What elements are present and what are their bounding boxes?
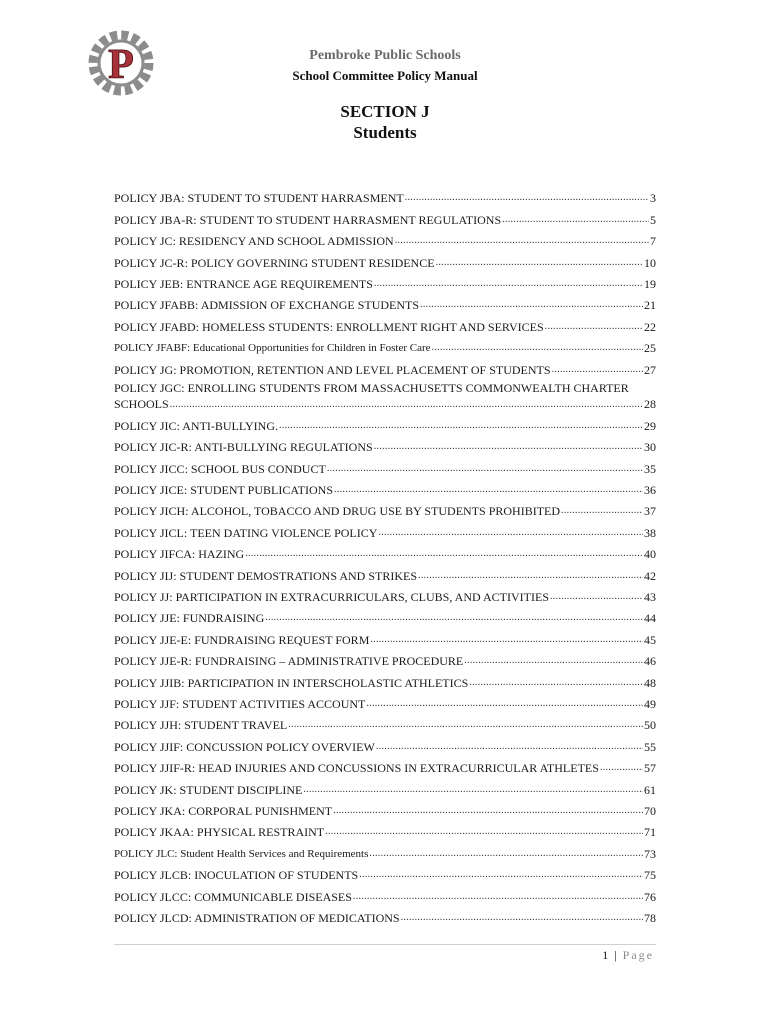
toc-leader-dots bbox=[464, 652, 643, 668]
toc-entry-label: POLICY JBA-R: STUDENT TO STUDENT HARRASMENT REGULATIONS bbox=[114, 212, 502, 227]
toc-entry-label: POLICY JC: RESIDENCY AND SCHOOL ADMISSION bbox=[114, 234, 394, 249]
toc-entry[interactable] bbox=[114, 668, 656, 689]
toc-entry-page: 46 bbox=[644, 654, 656, 669]
toc-entry-label: POLICY JIC-R: ANTI-BULLYING REGULATIONS bbox=[114, 440, 373, 455]
toc-leader-dots bbox=[395, 232, 649, 248]
toc-entry-page: 75 bbox=[644, 868, 656, 883]
toc-leader-dots bbox=[545, 318, 643, 334]
toc-leader-dots bbox=[327, 460, 643, 476]
toc-entry[interactable] bbox=[114, 248, 656, 269]
toc-entry[interactable] bbox=[114, 184, 656, 205]
toc-entry[interactable] bbox=[114, 775, 656, 796]
toc-entry-label: POLICY JJIB: PARTICIPATION IN INTERSCHOLASTIC ATHLETICS bbox=[114, 675, 469, 690]
toc-entry-page: 49 bbox=[644, 696, 656, 711]
toc-entry-page: 36 bbox=[644, 483, 656, 498]
toc-entry[interactable] bbox=[114, 291, 656, 312]
toc-entry-page: 10 bbox=[644, 255, 656, 270]
school-name: Pembroke Public Schools bbox=[309, 48, 461, 63]
toc-entry-page: 76 bbox=[644, 889, 656, 904]
page-separator: | bbox=[614, 948, 617, 962]
toc-entry-label: POLICY JFABF: Educational Opportunities for Children in Foster Care bbox=[114, 342, 431, 355]
toc-entry[interactable] bbox=[114, 647, 656, 668]
toc-entry-page: 35 bbox=[644, 461, 656, 476]
toc-entry-label: POLICY JICH: ALCOHOL, TOBACCO AND DRUG USE BY STUDENTS PROHIBITED bbox=[114, 504, 561, 519]
toc-entry-page: 27 bbox=[644, 362, 656, 377]
toc-entry-label: POLICY JC-R: POLICY GOVERNING STUDENT RESIDENCE bbox=[114, 255, 435, 270]
toc-entry-page: 40 bbox=[644, 547, 656, 562]
toc-entry-label: POLICY JFABD: HOMELESS STUDENTS: ENROLLMENT RIGHT AND SERVICES bbox=[114, 319, 544, 334]
toc-entry-page: 3 bbox=[650, 191, 656, 206]
toc-entry-label: POLICY JG: PROMOTION, RETENTION AND LEVEL PLACEMENT OF STUDENTS bbox=[114, 362, 551, 377]
toc-entry-page: 45 bbox=[644, 632, 656, 647]
toc-entry-label: POLICY JK: STUDENT DISCIPLINE bbox=[114, 782, 303, 797]
toc-entry-label: POLICY JJH: STUDENT TRAVEL bbox=[114, 718, 288, 733]
toc-entry[interactable] bbox=[114, 690, 656, 711]
toc-entry-page: 19 bbox=[644, 276, 656, 291]
toc-entry-label: POLICY JLCC: COMMUNICABLE DISEASES bbox=[114, 889, 352, 904]
toc-entry[interactable] bbox=[114, 377, 656, 412]
toc-entry[interactable] bbox=[114, 270, 656, 291]
toc-leader-dots bbox=[418, 567, 643, 583]
toc-entry[interactable] bbox=[114, 583, 656, 604]
toc-entry-page: 37 bbox=[644, 504, 656, 519]
toc-entry-page: 21 bbox=[644, 298, 656, 313]
toc-entry[interactable] bbox=[114, 476, 656, 497]
toc-entry-label: POLICY JICE: STUDENT PUBLICATIONS bbox=[114, 483, 334, 498]
toc-leader-dots bbox=[436, 254, 643, 270]
toc-entry-label: POLICY JJIF-R: HEAD INJURIES AND CONCUSSIONS IN EXTRACURRICULAR ATHLETES bbox=[114, 761, 599, 776]
toc-entry-label: POLICY JLC: Student Health Services and Requirements bbox=[114, 847, 369, 860]
toc-entry-page: 70 bbox=[644, 803, 656, 818]
toc-leader-dots bbox=[502, 211, 649, 227]
toc-entry-page: 22 bbox=[644, 319, 656, 334]
toc-entry-page: 42 bbox=[644, 568, 656, 583]
toc-entry-label: POLICY JEB: ENTRANCE AGE REQUIREMENTS bbox=[114, 276, 373, 291]
toc-entry-page: 57 bbox=[644, 761, 656, 776]
toc-entry[interactable] bbox=[114, 454, 656, 475]
toc-entry[interactable] bbox=[114, 334, 656, 355]
toc-leader-dots bbox=[369, 845, 643, 861]
toc-entry-label: POLICY JBA: STUDENT TO STUDENT HARRASMENT bbox=[114, 191, 404, 206]
toc-leader-dots bbox=[353, 888, 643, 904]
toc-entry[interactable] bbox=[114, 518, 656, 539]
toc-entry[interactable] bbox=[114, 839, 656, 860]
toc-entry-page: 25 bbox=[644, 341, 656, 356]
toc-entry-page: 50 bbox=[644, 718, 656, 733]
toc-entry-label: POLICY JGC: ENROLLING STUDENTS FROM MASSACHUSETTS COMMONWEALTH CHARTER bbox=[114, 380, 629, 395]
toc-entry-label: POLICY JJE-E: FUNDRAISING REQUEST FORM bbox=[114, 632, 370, 647]
section-title: SECTION J bbox=[340, 102, 430, 121]
page-number: 1 bbox=[602, 948, 609, 962]
toc-entry[interactable] bbox=[114, 861, 656, 882]
toc-entry[interactable] bbox=[114, 540, 656, 561]
toc-entry-label: POLICY JJE: FUNDRAISING bbox=[114, 611, 265, 626]
toc-leader-dots bbox=[366, 695, 643, 711]
toc-entry-label-continued: SCHOOLS bbox=[114, 396, 169, 411]
toc-entry-label: POLICY JIC: ANTI-BULLYING. bbox=[114, 418, 279, 433]
toc-entry-label: POLICY JKA: CORPORAL PUNISHMENT bbox=[114, 803, 333, 818]
toc-entry-label: POLICY JLCB: INOCULATION OF STUDENTS bbox=[114, 868, 359, 883]
toc-entry-label: POLICY JJIF: CONCUSSION POLICY OVERVIEW bbox=[114, 739, 375, 754]
toc-entry-page: 71 bbox=[644, 825, 656, 840]
toc-entry[interactable] bbox=[114, 561, 656, 582]
toc-entry[interactable] bbox=[114, 797, 656, 818]
toc-leader-dots bbox=[376, 738, 643, 754]
logo-letter: P bbox=[108, 42, 134, 88]
toc-entry-page: 48 bbox=[644, 675, 656, 690]
toc-entry-label: POLICY JJE-R: FUNDRAISING – ADMINISTRATIVE PROCEDURE bbox=[114, 654, 464, 669]
toc-entry-page: 73 bbox=[644, 846, 656, 861]
toc-entry-label: POLICY JICC: SCHOOL BUS CONDUCT bbox=[114, 461, 326, 476]
page-word: Page bbox=[622, 948, 654, 962]
footer-divider bbox=[114, 944, 656, 945]
toc-leader-dots bbox=[279, 417, 643, 433]
toc-entry-label: POLICY JJ: PARTICIPATION IN EXTRACURRICULARS, CLUBS, AND ACTIVITIES bbox=[114, 590, 549, 605]
toc-leader-dots bbox=[334, 481, 643, 497]
toc-entry-page: 7 bbox=[650, 234, 656, 249]
toc-entry-page: 55 bbox=[644, 739, 656, 754]
toc-entry[interactable] bbox=[114, 205, 656, 226]
toc-entry-page: 44 bbox=[644, 611, 656, 626]
toc-leader-dots bbox=[374, 438, 643, 454]
toc-leader-dots bbox=[170, 396, 643, 412]
toc-leader-dots bbox=[359, 866, 643, 882]
toc-leader-dots bbox=[600, 759, 643, 775]
toc-entry-label: POLICY JKAA: PHYSICAL RESTRAINT bbox=[114, 825, 325, 840]
toc-leader-dots bbox=[469, 674, 643, 690]
toc-entry-page: 5 bbox=[650, 212, 656, 227]
toc-entry[interactable] bbox=[114, 604, 656, 625]
toc-leader-dots bbox=[333, 802, 643, 818]
toc-entry-label: POLICY JJF: STUDENT ACTIVITIES ACCOUNT bbox=[114, 696, 366, 711]
toc-entry[interactable] bbox=[114, 732, 656, 753]
toc-entry[interactable] bbox=[114, 355, 656, 376]
table-of-contents bbox=[114, 184, 656, 925]
toc-leader-dots bbox=[288, 716, 643, 732]
toc-leader-dots bbox=[401, 909, 643, 925]
toc-entry[interactable] bbox=[114, 882, 656, 903]
toc-entry-page: 38 bbox=[644, 525, 656, 540]
toc-leader-dots bbox=[370, 631, 643, 647]
toc-entry[interactable] bbox=[114, 711, 656, 732]
toc-entry-label: POLICY JFABB: ADMISSION OF EXCHANGE STUDENTS bbox=[114, 298, 420, 313]
toc-entry-page: 78 bbox=[644, 910, 656, 925]
toc-entry[interactable] bbox=[114, 818, 656, 839]
toc-leader-dots bbox=[374, 275, 643, 291]
toc-leader-dots bbox=[432, 339, 643, 355]
toc-leader-dots bbox=[561, 502, 643, 518]
toc-leader-dots bbox=[552, 361, 643, 377]
toc-entry[interactable] bbox=[114, 433, 656, 454]
toc-leader-dots bbox=[245, 545, 643, 561]
toc-entry-label: POLICY JIFCA: HAZING bbox=[114, 547, 245, 562]
toc-entry-page: 30 bbox=[644, 440, 656, 455]
toc-leader-dots bbox=[265, 609, 643, 625]
toc-entry[interactable] bbox=[114, 227, 656, 248]
toc-leader-dots bbox=[420, 296, 643, 312]
toc-leader-dots bbox=[303, 781, 643, 797]
toc-leader-dots bbox=[405, 189, 649, 205]
toc-leader-dots bbox=[325, 823, 643, 839]
page-footer bbox=[602, 948, 654, 963]
toc-entry[interactable] bbox=[114, 412, 656, 433]
toc-leader-dots bbox=[378, 524, 643, 540]
toc-leader-dots bbox=[550, 588, 643, 604]
toc-entry-page: 28 bbox=[644, 396, 656, 411]
toc-entry[interactable] bbox=[114, 625, 656, 646]
manual-name: School Committee Policy Manual bbox=[292, 68, 478, 83]
toc-entry[interactable] bbox=[114, 497, 656, 518]
toc-entry-label: POLICY JLCD: ADMINISTRATION OF MEDICATIONS bbox=[114, 910, 400, 925]
toc-entry-page: 43 bbox=[644, 590, 656, 605]
toc-entry[interactable] bbox=[114, 904, 656, 925]
toc-entry-page: 29 bbox=[644, 418, 656, 433]
section-subtitle: Students bbox=[353, 123, 417, 142]
toc-entry[interactable] bbox=[114, 312, 656, 333]
toc-entry-page: 61 bbox=[644, 782, 656, 797]
toc-entry-label: POLICY JICL: TEEN DATING VIOLENCE POLICY bbox=[114, 525, 378, 540]
toc-entry-label: POLICY JIJ: STUDENT DEMOSTRATIONS AND STRIKES bbox=[114, 568, 418, 583]
toc-entry[interactable] bbox=[114, 754, 656, 775]
